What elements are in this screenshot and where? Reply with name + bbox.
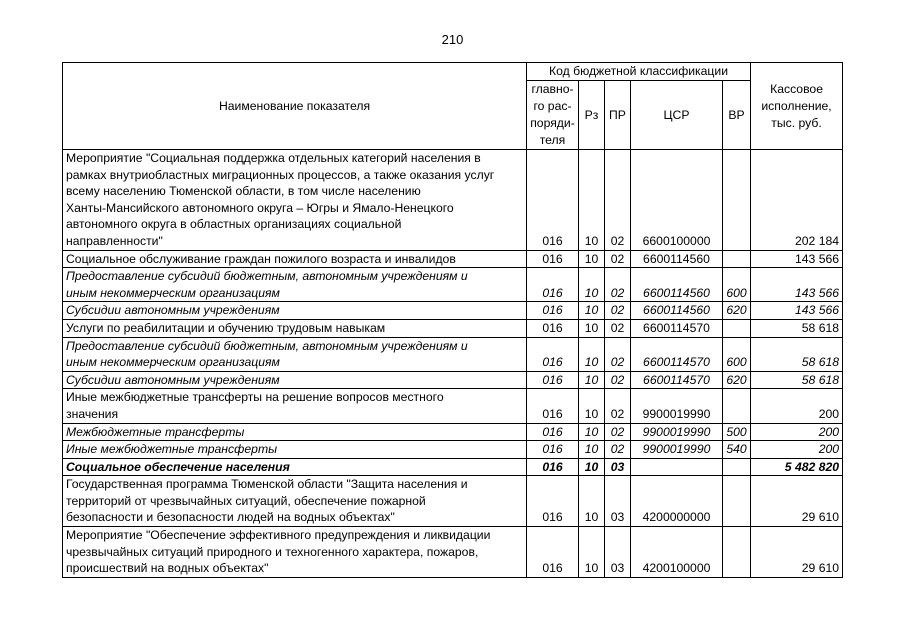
table-row xyxy=(63,150,843,251)
rz-cell: 10 xyxy=(579,441,605,459)
header-glava: главно- го рас- поряди- теля xyxy=(527,81,579,150)
table-row xyxy=(63,423,843,441)
name-cell: Иные межбюджетные трансферты xyxy=(63,441,527,459)
header-vr: ВР xyxy=(723,81,751,150)
pr-cell: 02 xyxy=(605,268,631,302)
name-cell: Социальное обеспечение населения xyxy=(63,458,527,476)
name-cell: Предоставление субсидий бюджетным, автономным учреждениям и иным некоммерческим организациям xyxy=(63,268,527,302)
csr-cell: 6600114570 xyxy=(631,319,723,337)
glava-cell: 016 xyxy=(527,337,579,371)
glava-cell: 016 xyxy=(527,319,579,337)
glava-cell: 016 xyxy=(527,389,579,423)
header-amount: Кассовое исполнение, тыс. руб. xyxy=(751,63,843,150)
vr-cell: 620 xyxy=(723,302,751,320)
pr-cell: 02 xyxy=(605,250,631,268)
glava-cell: 016 xyxy=(527,458,579,476)
csr-cell: 6600114560 xyxy=(631,250,723,268)
table-body xyxy=(63,150,843,578)
rz-cell: 10 xyxy=(579,250,605,268)
rz-cell: 10 xyxy=(579,527,605,578)
table-row xyxy=(63,476,843,527)
pr-cell: 02 xyxy=(605,302,631,320)
vr-cell xyxy=(723,527,751,578)
csr-cell: 6600114570 xyxy=(631,337,723,371)
rz-cell: 10 xyxy=(579,476,605,527)
glava-cell: 016 xyxy=(527,268,579,302)
name-cell: Мероприятие "Обеспечение эффективного предупреждения и ликвидации чрезвычайных ситуаций природного и техногенного характера, пожаров, происшествий на водных объектах" xyxy=(63,527,527,578)
pr-cell: 02 xyxy=(605,441,631,459)
vr-cell xyxy=(723,150,751,251)
glava-cell: 016 xyxy=(527,371,579,389)
glava-cell: 016 xyxy=(527,476,579,527)
name-cell: Социальное обслуживание граждан пожилого возраста и инвалидов xyxy=(63,250,527,268)
header-pr: ПР xyxy=(605,81,631,150)
header-code-group: Код бюджетной классификации xyxy=(527,63,751,81)
vr-cell: 540 xyxy=(723,441,751,459)
csr-cell: 6600114560 xyxy=(631,268,723,302)
glava-cell: 016 xyxy=(527,302,579,320)
csr-cell: 6600100000 xyxy=(631,150,723,251)
table-row xyxy=(63,337,843,371)
pr-cell: 03 xyxy=(605,527,631,578)
table-row xyxy=(63,527,843,578)
csr-cell: 4200100000 xyxy=(631,527,723,578)
vr-cell: 500 xyxy=(723,423,751,441)
budget-table xyxy=(62,62,843,578)
amount-cell: 5 482 820 xyxy=(751,458,843,476)
vr-cell xyxy=(723,389,751,423)
rz-cell: 10 xyxy=(579,319,605,337)
table-row xyxy=(63,268,843,302)
pr-cell: 02 xyxy=(605,389,631,423)
rz-cell: 10 xyxy=(579,458,605,476)
vr-cell: 600 xyxy=(723,268,751,302)
vr-cell xyxy=(723,250,751,268)
name-cell: Предоставление субсидий бюджетным, автономным учреждениям и иным некоммерческим организациям xyxy=(63,337,527,371)
name-cell: Государственная программа Тюменской области "Защита населения и территорий от чрезвычайных ситуаций, обеспечение пожарной безопасности и безопасности людей на водных объектах" xyxy=(63,476,527,527)
amount-cell: 200 xyxy=(751,441,843,459)
rz-cell: 10 xyxy=(579,302,605,320)
rz-cell: 10 xyxy=(579,268,605,302)
vr-cell: 620 xyxy=(723,371,751,389)
table-header xyxy=(63,63,843,150)
amount-cell: 29 610 xyxy=(751,527,843,578)
table-row xyxy=(63,302,843,320)
name-cell: Субсидии автономным учреждениям xyxy=(63,371,527,389)
vr-cell xyxy=(723,458,751,476)
vr-cell xyxy=(723,319,751,337)
vr-cell: 600 xyxy=(723,337,751,371)
glava-cell: 016 xyxy=(527,441,579,459)
pr-cell: 03 xyxy=(605,476,631,527)
table-row xyxy=(63,389,843,423)
rz-cell: 10 xyxy=(579,337,605,371)
amount-cell: 202 184 xyxy=(751,150,843,251)
table-row xyxy=(63,319,843,337)
rz-cell: 10 xyxy=(579,371,605,389)
header-name: Наименование показателя xyxy=(63,63,527,150)
amount-cell: 143 566 xyxy=(751,250,843,268)
glava-cell: 016 xyxy=(527,150,579,251)
table-row xyxy=(63,458,843,476)
glava-cell: 016 xyxy=(527,423,579,441)
amount-cell: 58 618 xyxy=(751,337,843,371)
name-cell: Субсидии автономным учреждениям xyxy=(63,302,527,320)
amount-cell: 58 618 xyxy=(751,371,843,389)
table-row xyxy=(63,441,843,459)
pr-cell: 02 xyxy=(605,337,631,371)
csr-cell: 6600114560 xyxy=(631,302,723,320)
pr-cell: 03 xyxy=(605,458,631,476)
pr-cell: 02 xyxy=(605,423,631,441)
csr-cell: 9900019990 xyxy=(631,423,723,441)
vr-cell xyxy=(723,476,751,527)
csr-cell: 6600114570 xyxy=(631,371,723,389)
table-row xyxy=(63,250,843,268)
amount-cell: 200 xyxy=(751,389,843,423)
rz-cell: 10 xyxy=(579,389,605,423)
page-number: 210 xyxy=(441,32,464,47)
name-cell: Мероприятие "Социальная поддержка отдельных категорий населения в рамках внутриобластных миграционных процессов, а также оказания услуг всему населению Тюменской области, в том числе населению Ханты-Мансийского автономного округа – Югры и Ямало-Ненецкого автономного округа в областных организациях социальной направленности" xyxy=(63,150,527,251)
csr-cell: 9900019990 xyxy=(631,389,723,423)
csr-cell: 4200000000 xyxy=(631,476,723,527)
pr-cell: 02 xyxy=(605,150,631,251)
glava-cell: 016 xyxy=(527,250,579,268)
pr-cell: 02 xyxy=(605,319,631,337)
amount-cell: 143 566 xyxy=(751,302,843,320)
csr-cell xyxy=(631,458,723,476)
name-cell: Услуги по реабилитации и обучению трудовым навыкам xyxy=(63,319,527,337)
rz-cell: 10 xyxy=(579,150,605,251)
amount-cell: 200 xyxy=(751,423,843,441)
table-row xyxy=(63,371,843,389)
name-cell: Межбюджетные трансферты xyxy=(63,423,527,441)
name-cell: Иные межбюджетные трансферты на решение вопросов местного значения xyxy=(63,389,527,423)
csr-cell: 9900019990 xyxy=(631,441,723,459)
amount-cell: 29 610 xyxy=(751,476,843,527)
glava-cell: 016 xyxy=(527,527,579,578)
header-rz: Рз xyxy=(579,81,605,150)
rz-cell: 10 xyxy=(579,423,605,441)
amount-cell: 58 618 xyxy=(751,319,843,337)
header-csr: ЦСР xyxy=(631,81,723,150)
pr-cell: 02 xyxy=(605,371,631,389)
amount-cell: 143 566 xyxy=(751,268,843,302)
